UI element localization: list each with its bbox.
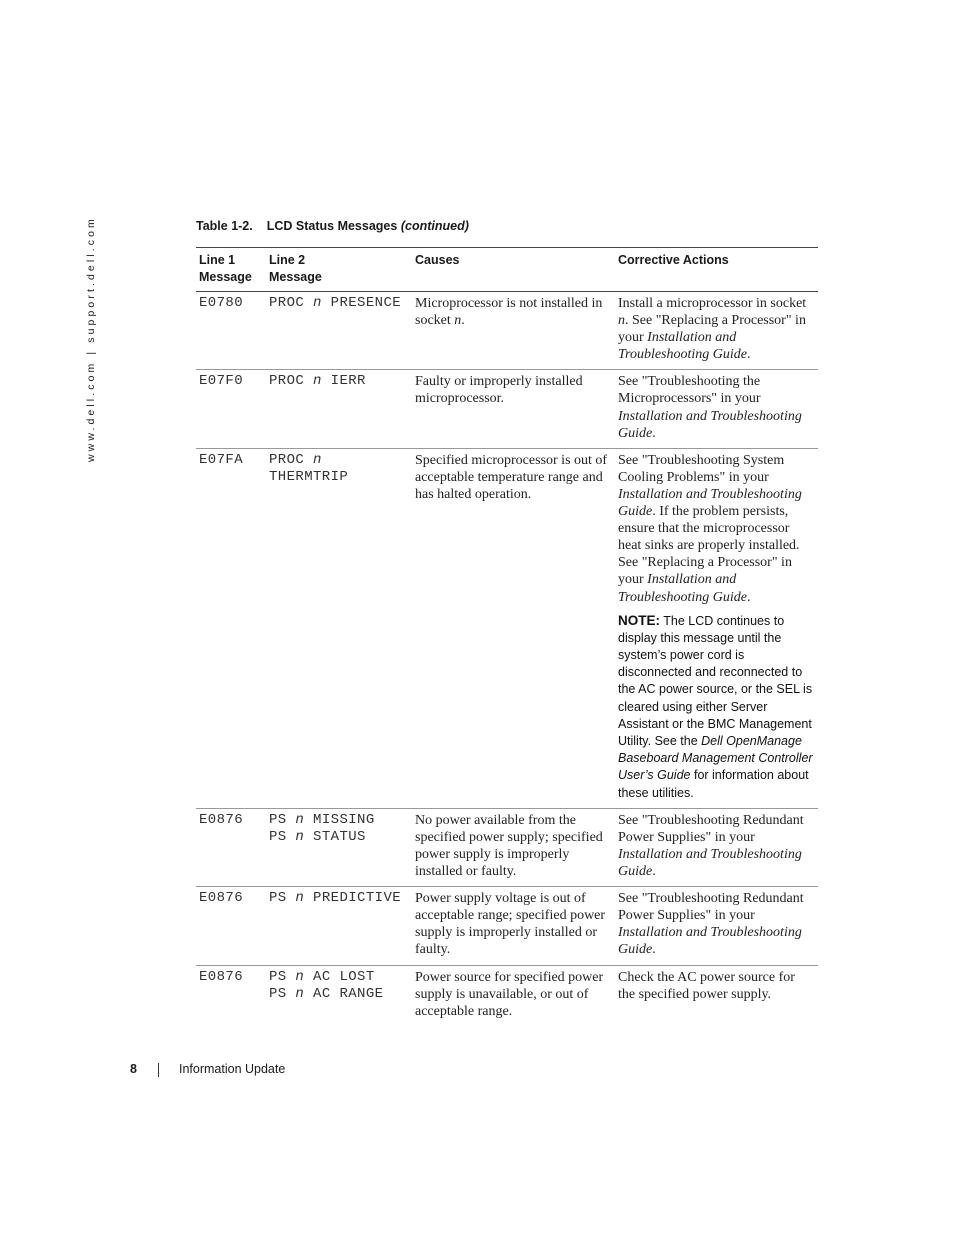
- line2-message: [266, 887, 412, 965]
- line2-message: [266, 292, 412, 370]
- table-title: LCD Status Messages: [266, 219, 398, 233]
- message-line: [269, 373, 409, 390]
- text-run: No power available from the specified power supply; specified power supply is improperly installed or faulty.: [415, 812, 603, 880]
- lcd-status-table: [196, 247, 818, 1026]
- text-run: Install a microprocessor in socket: [618, 296, 807, 311]
- text-run: Faulty or improperly installed microprocessor.: [415, 374, 583, 407]
- message-prefix: PS: [269, 811, 287, 828]
- table-caption: [196, 219, 469, 233]
- text-run: .: [652, 942, 656, 958]
- line2-message: [266, 965, 412, 1026]
- italic-text: n: [454, 313, 462, 329]
- text-run: Power source for specified power supply is unavailable, or out of acceptable range.: [415, 969, 604, 1019]
- message-prefix: PS: [269, 828, 287, 845]
- actions-cell: [615, 292, 818, 370]
- message-prefix: PS: [269, 968, 287, 985]
- message-variable: n: [295, 890, 305, 907]
- table-row: [196, 887, 818, 965]
- text-run: .: [747, 347, 751, 363]
- message-variable: n: [313, 373, 322, 390]
- causes-cell: [412, 808, 615, 886]
- table-row: [196, 808, 818, 886]
- message-line: [269, 295, 409, 312]
- message-prefix: PROC: [269, 295, 305, 311]
- message-prefix: PROC: [269, 451, 305, 468]
- message-suffix: PRESENCE: [330, 295, 402, 311]
- text-run: . If the problem persists, ensure that the microprocessor heat sinks are properly installed. See "Replacing a Processor" in your: [618, 504, 800, 588]
- message-line: [269, 890, 409, 907]
- table-continued: (continued): [400, 219, 469, 233]
- message-line: [269, 452, 409, 486]
- message-suffix: AC LOST: [313, 968, 375, 985]
- italic-text: Installation and Troubleshooting Guide: [618, 330, 747, 363]
- italic-text: n: [618, 313, 625, 329]
- actions-cell: [615, 887, 818, 965]
- text-run: .: [652, 425, 656, 441]
- text-run: .: [747, 589, 751, 605]
- line1-message: E07FA: [199, 451, 244, 468]
- footer-divider: [158, 1063, 159, 1077]
- text-run: .: [461, 313, 465, 329]
- message-variable: n: [295, 985, 305, 1002]
- text-run: .: [652, 864, 656, 880]
- line1-message: E0780: [199, 295, 244, 311]
- text-run: Microprocessor is not installed in socket: [415, 296, 603, 329]
- italic-text: Installation and Troubleshooting Guide: [618, 847, 802, 880]
- line2-message: [266, 370, 412, 448]
- table-row: [196, 370, 818, 448]
- message-line: [269, 986, 409, 1003]
- text-run: for information about these utilities.: [618, 768, 809, 800]
- text-run: Power supply voltage is out of acceptable range; specified power supply is improperly installed or faulty.: [415, 891, 606, 958]
- italic-text: Installation and Troubleshooting Guide: [618, 572, 747, 605]
- actions-cell: [615, 965, 818, 1026]
- causes-cell: [412, 370, 615, 448]
- message-prefix: PROC: [269, 373, 305, 390]
- text-run: See "Troubleshooting Redundant Power Supplies" in your: [618, 891, 804, 924]
- message-suffix: AC RANGE: [313, 985, 384, 1002]
- text-run: See "Troubleshooting the Microprocessors" in your: [618, 374, 761, 407]
- message-prefix: PS: [269, 985, 287, 1002]
- causes-cell: [412, 965, 615, 1026]
- message-variable: n: [295, 968, 305, 985]
- text-run: Specified microprocessor is out of acceptable temperature range and has halted operation.: [415, 452, 608, 502]
- actions-cell: [615, 370, 818, 448]
- line1-message: E07F0: [199, 373, 244, 390]
- message-prefix: PS: [269, 890, 287, 907]
- text-run: . See "Replacing a Processor" in your: [618, 313, 806, 346]
- note-label: NOTE:: [618, 612, 660, 628]
- causes-cell: [412, 292, 615, 370]
- side-url: www.dell.com | support.dell.com: [85, 216, 97, 462]
- italic-text: Installation and Troubleshooting Guide: [618, 925, 802, 958]
- message-variable: n: [313, 451, 322, 468]
- message-suffix: PREDICTIVE: [313, 890, 402, 907]
- table-row: [196, 965, 818, 1026]
- table-number: Table 1-2.: [196, 219, 253, 233]
- actions-cell: [615, 808, 818, 886]
- line1-message: E0876: [199, 890, 244, 907]
- italic-text: Installation and Troubleshooting Guide: [618, 408, 802, 441]
- message-suffix: STATUS: [313, 828, 366, 845]
- table-row: [196, 448, 818, 808]
- page-number: 8: [130, 1062, 137, 1076]
- causes-cell: [412, 448, 615, 808]
- header-line1: Line 1 Message: [199, 253, 252, 284]
- line2-message: [266, 448, 412, 808]
- line1-message: E0876: [199, 968, 244, 985]
- actions-cell: [615, 448, 818, 808]
- message-line: [269, 829, 409, 846]
- line1-message: E0876: [199, 811, 244, 828]
- message-line: [269, 969, 409, 986]
- text-run: See "Troubleshooting System Cooling Problems" in your: [618, 452, 785, 485]
- text-run: Check the AC power source for the specified power supply.: [618, 969, 795, 1002]
- message-suffix: MISSING: [313, 811, 375, 828]
- footer-title: Information Update: [179, 1062, 286, 1076]
- table-row: [196, 292, 818, 370]
- text-run: See "Troubleshooting Redundant Power Supplies" in your: [618, 812, 804, 845]
- header-causes: Causes: [415, 253, 460, 267]
- italic-text: Dell OpenManage Baseboard Management Controller User’s Guide: [618, 734, 813, 783]
- message-variable: n: [313, 295, 322, 311]
- message-variable: n: [295, 811, 305, 828]
- header-line2: Line 2 Message: [269, 253, 322, 284]
- header-actions: Corrective Actions: [618, 253, 729, 267]
- note-block: [618, 612, 815, 802]
- message-suffix: IERR: [330, 373, 366, 390]
- line2-message: [266, 808, 412, 886]
- message-suffix: THERMTRIP: [269, 468, 349, 485]
- message-line: [269, 812, 409, 829]
- text-run: The LCD continues to display this message until the system’s power cord is disconnected and reconnected to the AC power source, or the SEL is cleared using either Server Assistant or the BMC Management Utility. See the: [618, 613, 813, 749]
- italic-text: Installation and Troubleshooting Guide: [618, 486, 802, 520]
- table-header-row: [196, 248, 818, 292]
- message-variable: n: [295, 828, 305, 845]
- causes-cell: [412, 887, 615, 965]
